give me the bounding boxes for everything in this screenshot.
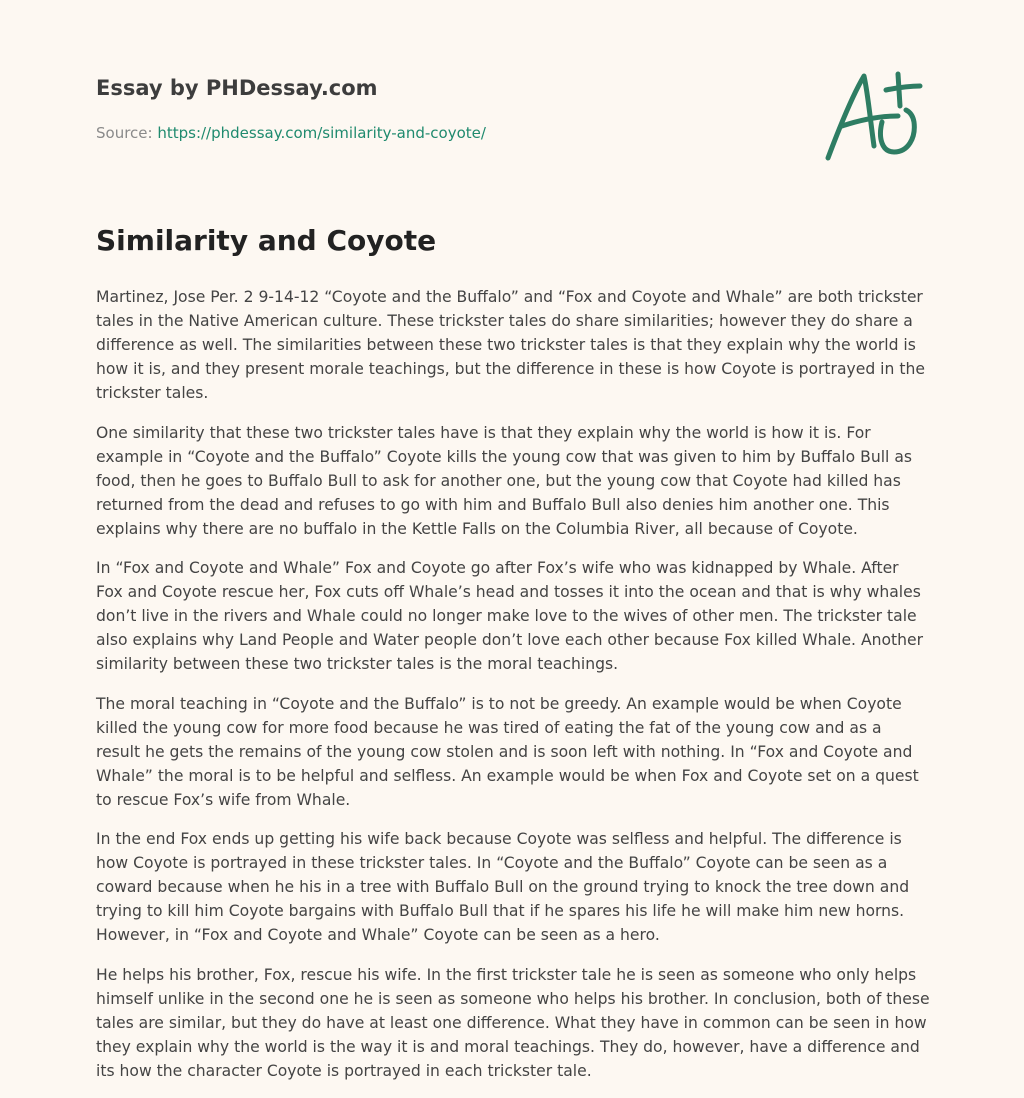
essay-paragraph: One similarity that these two trickster tales have is that they explain why the world is how it is. For example in “Coyote and the Buffalo” Coyote kills the young cow that was given to him by Buffalo Bull as food, then he goes to Buffalo Bull to ask for another one, but the young cow that Coyote had killed has returned from the dead and refuses to go with him and Buffalo Bull also denies him another one. This explains why there are no buffalo in the Kettle Falls on the Columbia River, all because of Coyote.: [96, 423, 912, 538]
site-title: Essay by PHDessay.com: [96, 76, 378, 100]
source-label: Source:: [96, 124, 158, 142]
source-link[interactable]: https://phdessay.com/similarity-and-coyote/: [157, 124, 486, 142]
essay-paragraph: Martinez, Jose Per. 2 9-14-12 “Coyote and the Buffalo” and “Fox and Coyote and Whale” are both trickster tales in the Native American culture. These trickster tales do share similarities; however they do share a difference as well. The similarities between these two trickster tales is that they explain why the world is how it is, and they present morale teachings, but the difference in these is how Coyote is portrayed in the trickster tales.: [96, 288, 925, 402]
essay-body: [96, 285, 930, 1098]
essay-paragraph: He helps his brother, Fox, rescue his wife. In the first trickster tale he is seen as someone who only helps himself unlike in the second one he is seen as someone who helps his brother. In conclusion, both of these tales are similar, but they do have at least one difference. What they have in common can be seen in how they explain why the world is the way it is and moral teachings. They do, however, have a difference and its how the character Coyote is portrayed in each trickster tale.: [96, 965, 930, 1080]
essay-paragraph: The moral teaching in “Coyote and the Buffalo” is to not be greedy. An example would be when Coyote killed the young cow for more food because he was tired of eating the fat of the young cow and as a result he gets the remains of the young cow stolen and is soon left with nothing. In “Fox and Coyote and Whale” the moral is to be helpful and selfless. An example would be when Fox and Coyote set on a quest to rescue Fox’s wife from Whale.: [96, 694, 919, 809]
source-line: [96, 124, 486, 142]
a-plus-logo-icon: [820, 66, 930, 166]
essay-paragraph: In “Fox and Coyote and Whale” Fox and Coyote go after Fox’s wife who was kidnapped by Whale. After Fox and Coyote rescue her, Fox cuts off Whale’s head and tosses it into the ocean and that is why whales don’t live in the rivers and Whale could no longer make love to the wives of other men. The trickster tale also explains why Land People and Water people don’t love each other because Fox killed Whale. Another similarity between these two trickster tales is the moral teachings.: [96, 559, 924, 673]
essay-paragraph: In the end Fox ends up getting his wife back because Coyote was selfless and helpful. The difference is how Coyote is portrayed in these trickster tales. In “Coyote and the Buffalo” Coyote can be seen as a coward because when he his in a tree with Buffalo Bull on the ground trying to knock the tree down and trying to kill him Coyote bargains with Buffalo Bull that if he spares his life he will make him new horns. However, in “Fox and Coyote and Whale” Coyote can be seen as a hero.: [96, 830, 910, 944]
page-header: [96, 0, 936, 180]
essay-title: Similarity and Coyote: [96, 224, 437, 257]
